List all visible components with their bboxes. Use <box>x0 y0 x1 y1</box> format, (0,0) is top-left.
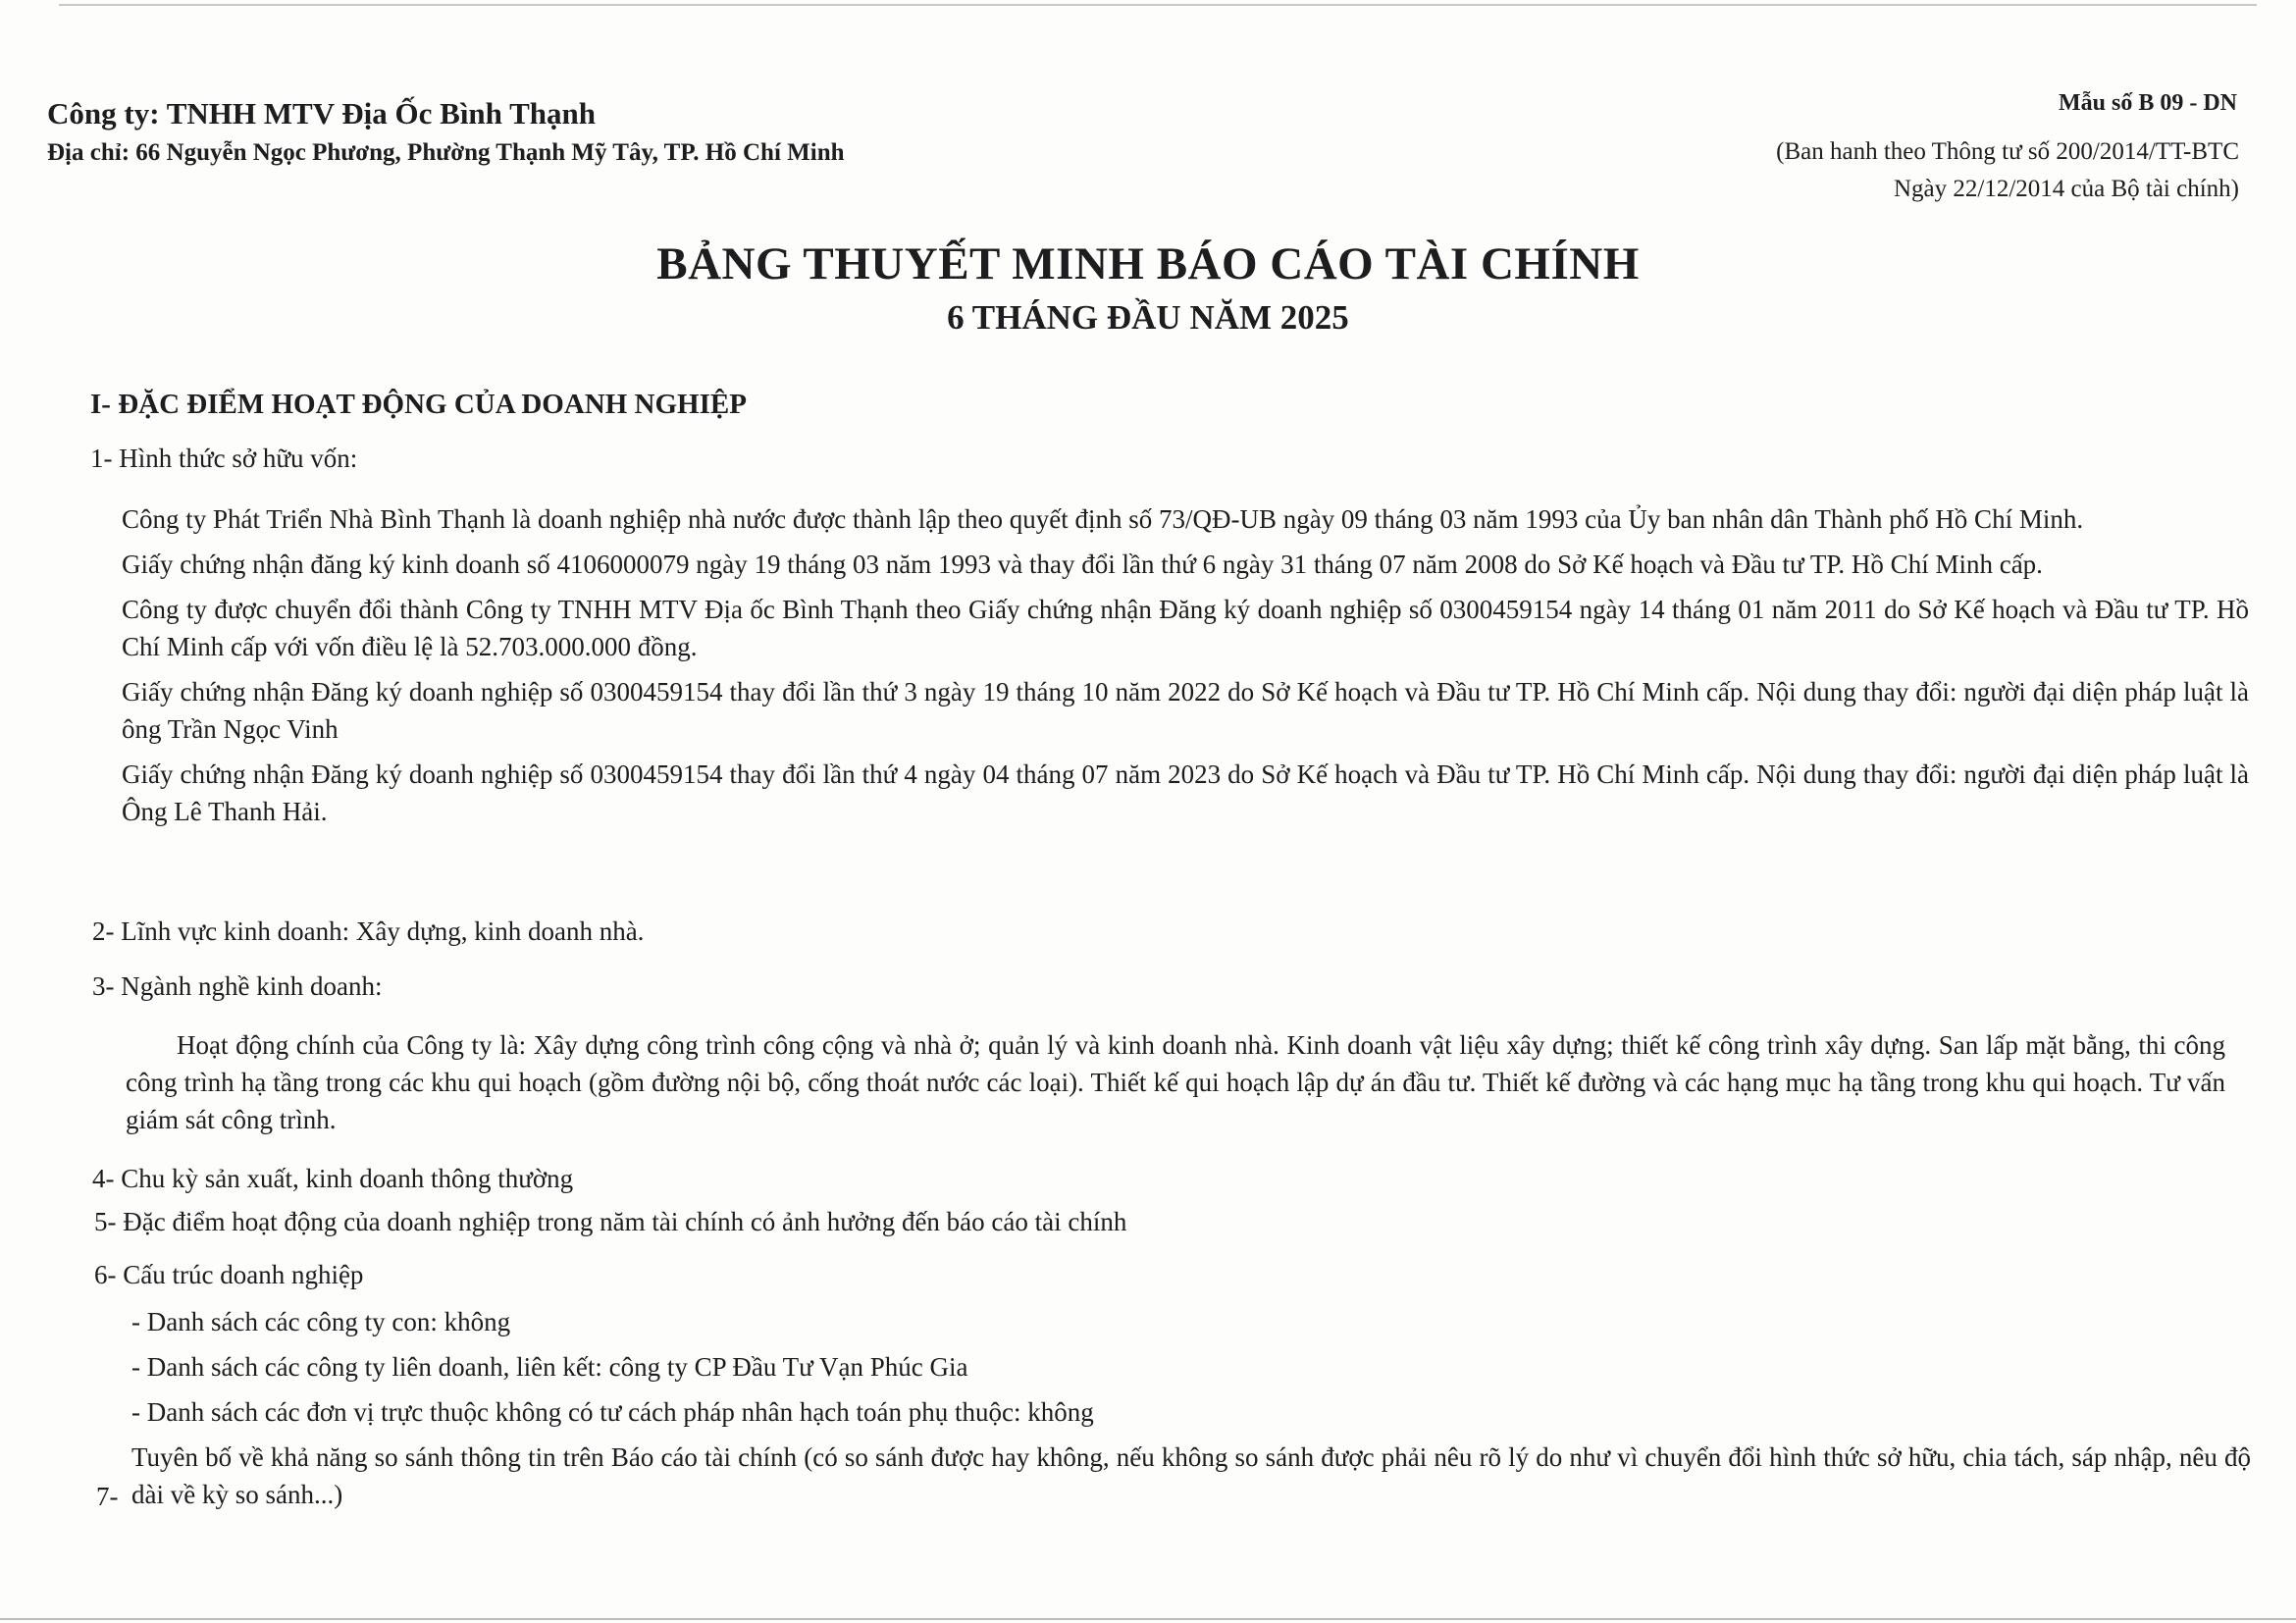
form-basis-line-1: (Ban hanh theo Thông tư số 200/2014/TT-BTC <box>1776 138 2239 165</box>
ownership-paragraph-3: Công ty được chuyển đổi thành Công ty TNHH MTV Địa ốc Bình Thạnh theo Giấy chứng nhận Đăng ký doanh nghiệp số 0300459154 ngày 14 tháng 01 năm 2011 do Sở Kế hoạch và Đầu tư TP. Hồ Chí Minh cấp với vốn điều lệ là 52.703.000.000 đồng. <box>122 595 2249 661</box>
item-1-label: 1- Hình thức sở hữu vốn: <box>90 444 358 473</box>
ownership-paragraph-1: Công ty Phát Triển Nhà Bình Thạnh là doanh nghiệp nhà nước được thành lập theo quyết định số 73/QĐ-UB ngày 09 tháng 03 năm 1993 của Ủy ban nhân dân Thành phố Hồ Chí Minh. <box>122 504 2084 534</box>
joint-ventures-list: - Danh sách các công ty liên doanh, liên kết: công ty CP Đầu Tư Vạn Phúc Gia <box>131 1352 968 1382</box>
form-number: Mẫu số B 09 - DN <box>2058 90 2237 116</box>
item-7-number: 7- <box>96 1482 119 1511</box>
item-3-label: 3- Ngành nghề kinh doanh: <box>92 971 383 1001</box>
ownership-paragraph-5: Giấy chứng nhận Đăng ký doanh nghiệp số 0300459154 thay đổi lần thứ 4 ngày 04 tháng 07 năm 2023 do Sở Kế hoạch và Đầu tư TP. Hồ Chí Minh cấp. Nội dung thay đổi: người đại diện pháp luật là Ông Lê Thanh Hải. <box>122 759 2249 826</box>
item-6-structure: 6- Cấu trúc doanh nghiệp <box>94 1260 364 1289</box>
item-4-cycle: 4- Chu kỳ sản xuất, kinh doanh thông thường <box>92 1164 574 1193</box>
section-heading: I- ĐẶC ĐIỂM HOẠT ĐỘNG CỦA DOANH NGHIỆP <box>90 389 747 420</box>
bottom-scan-edge <box>0 1618 2296 1620</box>
item-5-characteristics: 5- Đặc điểm hoạt động của doanh nghiệp trong năm tài chính có ảnh hưởng đến báo cáo tài chính <box>94 1207 1127 1236</box>
item-3-body: Hoạt động chính của Công ty là: Xây dựng công trình công cộng và nhà ở; quản lý và kinh doanh nhà. Kinh doanh vật liệu xây dựng; thiết kế công trình xây dựng. San lấp mặt bằng, thi công công trình hạ tầng trong các khu qui hoạch (gồm đường nội bộ, cống thoát nước các loại). Thiết kế qui hoạch lập dự án đầu tư. Thiết kế đường và các hạng mục hạ tầng trong khu qui hoạch. Tư vấn giám sát công trình. <box>126 1030 2225 1134</box>
document-title: BẢNG THUYẾT MINH BÁO CÁO TÀI CHÍNH <box>656 238 1640 289</box>
item-1-body <box>122 500 2249 838</box>
item-2-business-field: 2- Lĩnh vực kinh doanh: Xây dựng, kinh doanh nhà. <box>92 916 645 946</box>
ownership-paragraph-4: Giấy chứng nhận Đăng ký doanh nghiệp số 0300459154 thay đổi lần thứ 3 ngày 19 tháng 10 năm 2022 do Sở Kế hoạch và Đầu tư TP. Hồ Chí Minh cấp. Nội dung thay đổi: người đại diện pháp luật là ông Trần Ngọc Vinh <box>122 677 2249 744</box>
top-scan-edge <box>59 4 2257 6</box>
item-7-comparability: Tuyên bố về khả năng so sánh thông tin trên Báo cáo tài chính (có so sánh được hay không, nếu không so sánh được phải nêu rõ lý do như vì chuyển đổi hình thức sở hữu, chia tách, sáp nhập, nêu độ dài về kỳ so sánh...) <box>131 1442 2251 1509</box>
company-name: Công ty: TNHH MTV Địa Ốc Bình Thạnh <box>47 96 596 131</box>
subsidiaries-list: - Danh sách các công ty con: không <box>131 1307 511 1336</box>
ownership-paragraph-2: Giấy chứng nhận đăng ký kinh doanh số 4106000079 ngày 19 tháng 03 năm 1993 và thay đổi lần thứ 6 ngày 31 tháng 07 năm 2008 do Sở Kế hoạch và Đầu tư TP. Hồ Chí Minh cấp. <box>122 550 2043 579</box>
document-period: 6 THÁNG ĐẦU NĂM 2025 <box>947 298 1349 337</box>
form-legal-basis <box>1776 133 2239 208</box>
company-address: Địa chỉ: 66 Nguyễn Ngọc Phương, Phường Thạnh Mỹ Tây, TP. Hồ Chí Minh <box>47 139 845 166</box>
dependent-units-list: - Danh sách các đơn vị trực thuộc không có tư cách pháp nhân hạch toán phụ thuộc: không <box>131 1397 1094 1427</box>
form-basis-line-2: Ngày 22/12/2014 của Bộ tài chính) <box>1893 176 2239 202</box>
